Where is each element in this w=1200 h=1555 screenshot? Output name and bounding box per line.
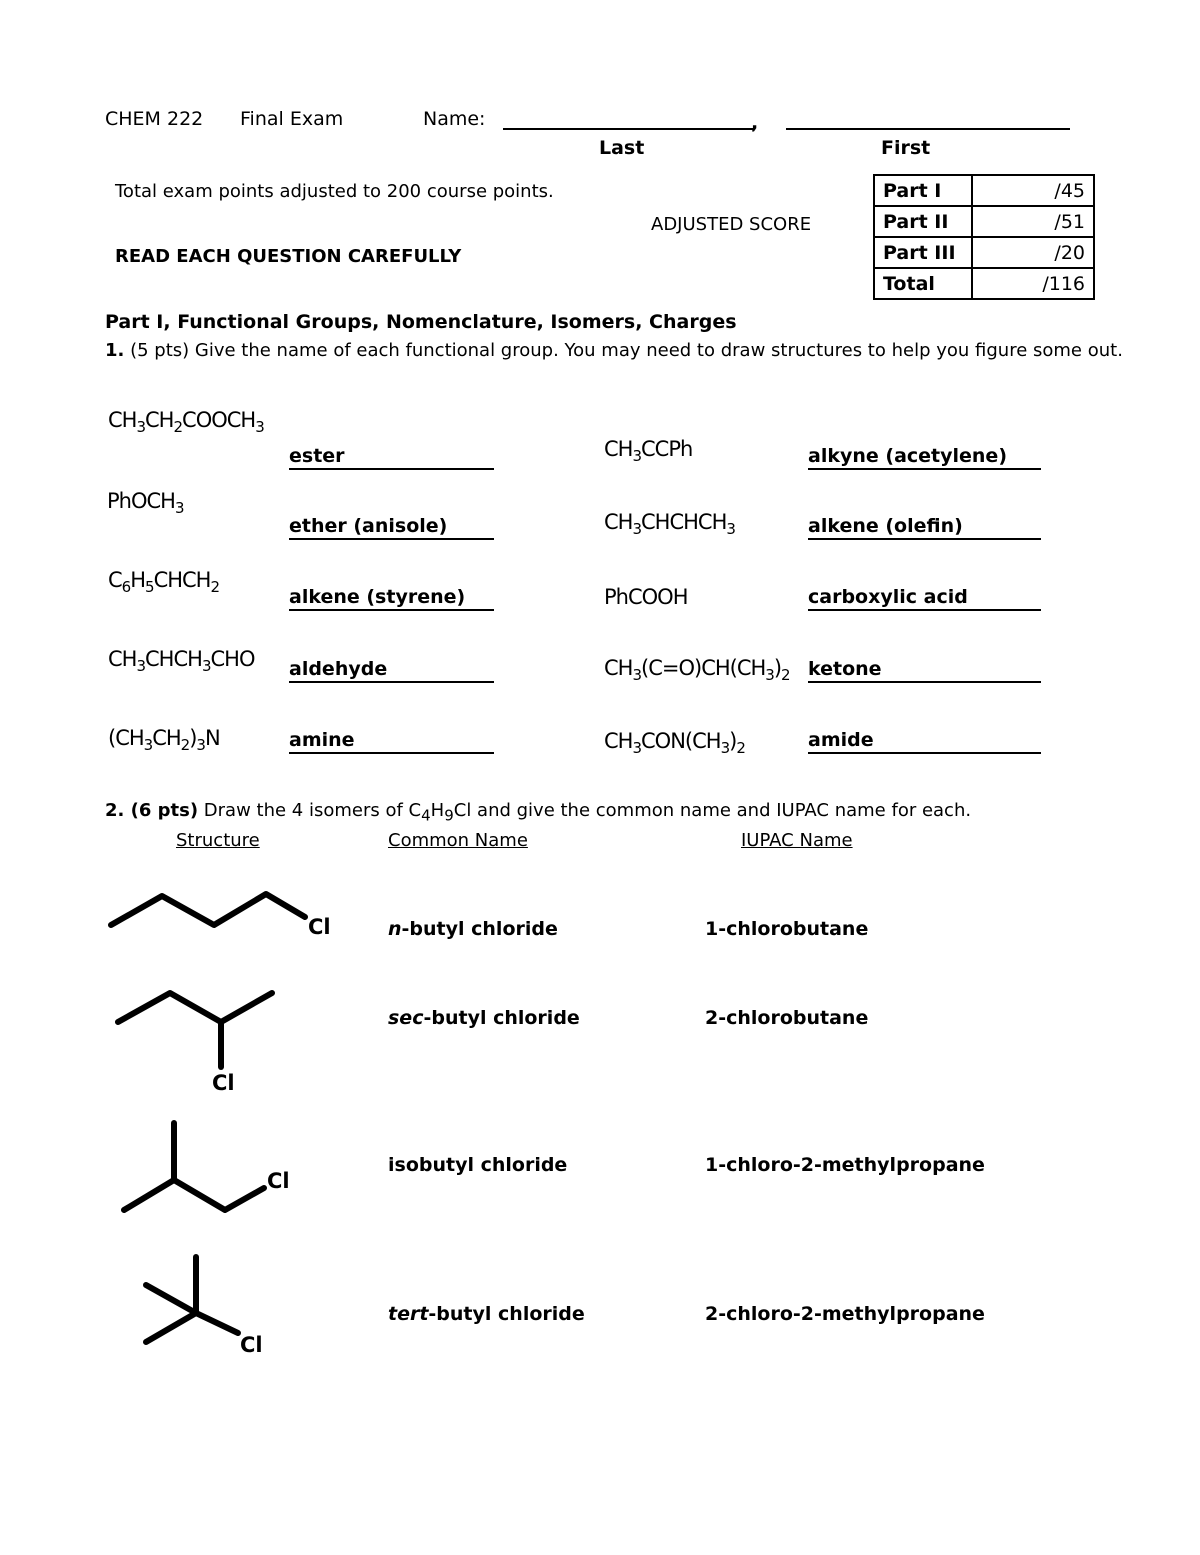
iupac-name: 1-chlorobutane — [705, 918, 869, 940]
formula-right: PhCOOH — [604, 585, 688, 609]
first-label: First — [881, 137, 931, 159]
name-prefix: sec — [388, 1007, 424, 1029]
q1-text: (5 pts) Give the name of each functional group. You may need to draw structures to help you figure some out. — [124, 340, 1123, 361]
iupac-name: 2-chloro-2-methylpropane — [705, 1303, 985, 1325]
score-row — [874, 268, 1094, 299]
formula-left: $(CH_3CH_2)_3N$ — [108, 726, 220, 754]
score-row — [874, 237, 1094, 268]
name-rest: -butyl chloride — [423, 1007, 580, 1029]
formula-right: $CH_3CHCHCH_3$ — [604, 510, 735, 538]
score-label: Part II — [874, 206, 972, 237]
formula-right: $CH_3CON(CH_3)_2$ — [604, 729, 745, 757]
answer-right[interactable]: ketone — [808, 657, 1041, 683]
score-table — [873, 174, 1095, 300]
name-prefix: n — [388, 918, 402, 940]
score-label: Part I — [874, 175, 972, 206]
col-iupac-header: IUPAC Name — [741, 830, 853, 851]
q1-number: 1. — [105, 340, 125, 361]
col-structure-header: Structure — [176, 830, 260, 851]
answer-right[interactable]: amide — [808, 728, 1041, 754]
formula-left: $C_6H_5CHCH_2$ — [108, 568, 220, 596]
score-label: Part III — [874, 237, 972, 268]
score-row — [874, 206, 1094, 237]
answer-right[interactable]: carboxylic acid — [808, 585, 1041, 611]
common-name — [388, 918, 558, 940]
score-value: /45 — [972, 175, 1094, 206]
name-prefix: tert — [388, 1303, 429, 1325]
structure-sec-butyl-chloride — [100, 980, 350, 1100]
col-common-header: Common Name — [388, 830, 528, 851]
part1-title: Part I, Functional Groups, Nomenclature, Isomers, Charges — [105, 311, 737, 333]
name-comma: , — [751, 112, 759, 134]
formula-right: $CH_3CCPh$ — [604, 437, 693, 465]
last-label: Last — [599, 137, 645, 159]
score-value: /51 — [972, 206, 1094, 237]
structure-n-butyl-chloride — [100, 880, 350, 950]
chlorine-atom-label: Cl — [240, 1333, 263, 1357]
structure-isobutyl-chloride — [100, 1110, 350, 1230]
iupac-name: 1-chloro-2-methylpropane — [705, 1154, 985, 1176]
chlorine-atom-label: Cl — [212, 1071, 235, 1095]
common-name — [388, 1154, 567, 1176]
answer-left[interactable]: ether (anisole) — [289, 514, 494, 540]
name-label: Name: — [423, 108, 486, 130]
first-name-line[interactable] — [786, 128, 1070, 130]
adjusted-score-label: ADJUSTED SCORE — [651, 214, 812, 235]
answer-left[interactable]: amine — [289, 728, 494, 754]
name-rest: -butyl chloride — [401, 918, 558, 940]
q2-number: 2. (6 pts) — [105, 800, 199, 821]
score-value: /116 — [972, 268, 1094, 299]
question-2 — [105, 800, 971, 825]
question-1 — [105, 340, 1123, 361]
formula-left: $CH_3CH_2COOCH_3$ — [108, 408, 264, 436]
structure-tert-butyl-chloride — [100, 1245, 350, 1365]
answer-left[interactable]: aldehyde — [289, 657, 494, 683]
course-code: CHEM 222 — [105, 108, 204, 130]
points-note: Total exam points adjusted to 200 course points. — [115, 181, 554, 202]
q2-text: Draw the 4 isomers of $C_4H_9Cl$ and give the common name and IUPAC name for each. — [198, 800, 972, 825]
exam-title: Final Exam — [240, 108, 344, 130]
iupac-name: 2-chlorobutane — [705, 1007, 869, 1029]
last-name-line[interactable] — [503, 128, 753, 130]
name-rest: isobutyl chloride — [388, 1154, 568, 1176]
answer-left[interactable]: alkene (styrene) — [289, 585, 494, 611]
chlorine-atom-label: Cl — [267, 1169, 290, 1193]
name-rest: -butyl chloride — [428, 1303, 585, 1325]
common-name — [388, 1303, 585, 1325]
common-name — [388, 1007, 580, 1029]
score-label: Total — [874, 268, 972, 299]
formula-right: $CH_3(C=O)CH(CH_3)_2$ — [604, 656, 790, 684]
formula-left: $CH_3CHCH_3CHO$ — [108, 647, 255, 675]
answer-left[interactable]: ester — [289, 444, 494, 470]
score-value: /20 — [972, 237, 1094, 268]
chlorine-atom-label: Cl — [308, 915, 331, 939]
read-carefully: READ EACH QUESTION CAREFULLY — [115, 246, 462, 267]
score-row — [874, 175, 1094, 206]
answer-right[interactable]: alkene (olefin) — [808, 514, 1041, 540]
formula-left: PhOCH$_3$ — [107, 489, 184, 517]
answer-right[interactable]: alkyne (acetylene) — [808, 444, 1041, 470]
